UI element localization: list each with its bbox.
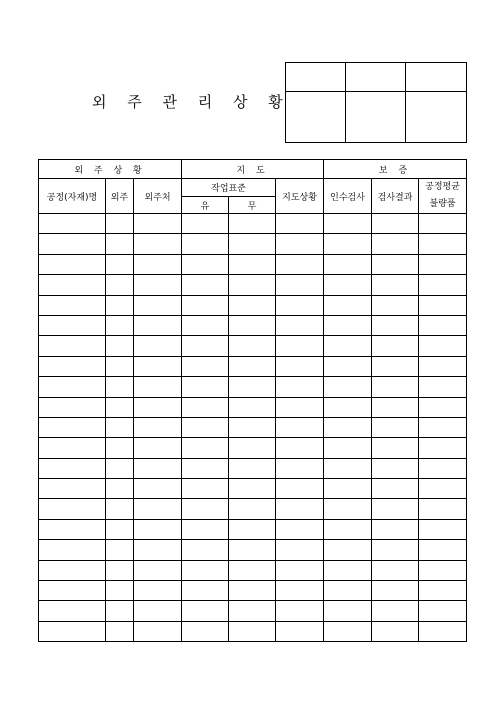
table-cell[interactable] (276, 377, 324, 397)
table-cell[interactable] (419, 499, 467, 519)
table-cell[interactable] (229, 438, 276, 458)
table-cell[interactable] (39, 458, 106, 478)
table-cell[interactable] (182, 377, 229, 397)
table-cell[interactable] (182, 581, 229, 601)
table-cell[interactable] (324, 581, 372, 601)
table-cell[interactable] (276, 356, 324, 376)
table-cell[interactable] (324, 295, 372, 315)
table-cell[interactable] (324, 417, 372, 437)
table-cell[interactable] (134, 479, 182, 499)
table-cell[interactable] (324, 254, 372, 274)
table-cell[interactable] (324, 214, 372, 234)
table-cell[interactable] (372, 356, 419, 376)
table-cell[interactable] (419, 315, 467, 335)
table-cell[interactable] (229, 458, 276, 478)
header-outsource: 외주 (106, 179, 134, 214)
table-cell[interactable] (39, 214, 106, 234)
table-cell[interactable] (276, 295, 324, 315)
table-cell[interactable] (324, 621, 372, 641)
table-row (39, 581, 467, 601)
table-cell[interactable] (182, 560, 229, 580)
table-cell[interactable] (276, 540, 324, 560)
table-cell[interactable] (182, 397, 229, 417)
table-cell[interactable] (419, 377, 467, 397)
table-cell[interactable] (276, 275, 324, 295)
table-cell[interactable] (419, 234, 467, 254)
table-cell[interactable] (229, 499, 276, 519)
header-acceptance-inspection: 인수검사 (324, 179, 372, 214)
table-cell[interactable] (276, 254, 324, 274)
table-cell[interactable] (276, 397, 324, 417)
table-cell[interactable] (419, 519, 467, 539)
table-cell[interactable] (419, 458, 467, 478)
table-cell[interactable] (39, 499, 106, 519)
table-cell[interactable] (182, 234, 229, 254)
table-cell[interactable] (182, 356, 229, 376)
table-cell[interactable] (229, 234, 276, 254)
table-cell[interactable] (276, 315, 324, 335)
table-cell[interactable] (134, 560, 182, 580)
table-cell[interactable] (372, 540, 419, 560)
table-cell[interactable] (39, 560, 106, 580)
table-cell[interactable] (106, 499, 134, 519)
table-cell[interactable] (372, 214, 419, 234)
document-title: 외 주 관 리 상 황 (92, 93, 291, 111)
table-cell[interactable] (106, 295, 134, 315)
header-work-standard: 작업표준 (182, 179, 276, 197)
table-cell[interactable] (419, 438, 467, 458)
table-cell[interactable] (276, 417, 324, 437)
table-cell[interactable] (106, 275, 134, 295)
table-cell[interactable] (419, 540, 467, 560)
group-header-guidance: 지 도 (182, 160, 324, 179)
table-cell[interactable] (106, 234, 134, 254)
table-cell[interactable] (372, 601, 419, 621)
table-row (39, 601, 467, 621)
table-cell[interactable] (106, 356, 134, 376)
table-cell[interactable] (276, 336, 324, 356)
table-cell[interactable] (106, 479, 134, 499)
table-cell[interactable] (276, 479, 324, 499)
table-cell[interactable] (39, 275, 106, 295)
table-row (39, 254, 467, 274)
header-process-name: 공정(자재)명 (39, 179, 106, 214)
table-cell[interactable] (182, 601, 229, 621)
table-cell[interactable] (39, 234, 106, 254)
table-cell[interactable] (229, 254, 276, 274)
header-process-average-line1: 공정평균 (425, 182, 460, 192)
table-row (39, 336, 467, 356)
table-cell[interactable] (106, 601, 134, 621)
table-cell[interactable] (419, 254, 467, 274)
header-guidance-status: 지도상황 (276, 179, 324, 214)
table-cell[interactable] (134, 234, 182, 254)
table-cell[interactable] (134, 519, 182, 539)
table-cell[interactable] (372, 458, 419, 478)
table-cell[interactable] (229, 479, 276, 499)
table-cell[interactable] (229, 295, 276, 315)
table-cell[interactable] (182, 499, 229, 519)
table-row (39, 275, 467, 295)
table-cell[interactable] (324, 275, 372, 295)
table-cell[interactable] (182, 315, 229, 335)
table-cell[interactable] (229, 275, 276, 295)
table-cell[interactable] (229, 581, 276, 601)
table-row (39, 560, 467, 580)
table-cell[interactable] (372, 254, 419, 274)
table-cell[interactable] (372, 417, 419, 437)
header-work-standard-no: 무 (229, 197, 276, 214)
table-cell[interactable] (419, 295, 467, 315)
table-cell[interactable] (324, 519, 372, 539)
table-cell[interactable] (134, 336, 182, 356)
table-cell[interactable] (324, 377, 372, 397)
table-cell[interactable] (419, 560, 467, 580)
table-cell[interactable] (372, 479, 419, 499)
table-cell[interactable] (419, 417, 467, 437)
group-header-outsourcing: 외 주 상 황 (39, 160, 182, 179)
table-row (39, 377, 467, 397)
group-header-warranty: 보 증 (324, 160, 467, 179)
table-cell[interactable] (182, 295, 229, 315)
table-cell[interactable] (372, 377, 419, 397)
table-cell[interactable] (182, 254, 229, 274)
table-cell[interactable] (419, 336, 467, 356)
table-row (39, 356, 467, 376)
table-cell[interactable] (229, 621, 276, 641)
table-row (39, 397, 467, 417)
table-cell[interactable] (134, 438, 182, 458)
table-cell[interactable] (39, 254, 106, 274)
table-cell[interactable] (276, 519, 324, 539)
table-cell[interactable] (182, 214, 229, 234)
table-cell[interactable] (134, 356, 182, 376)
table-cell[interactable] (276, 214, 324, 234)
table-cell[interactable] (419, 581, 467, 601)
table-row (39, 621, 467, 641)
header-process-average-line2: 불량품 (429, 199, 456, 209)
table-cell[interactable] (324, 336, 372, 356)
table-row (39, 540, 467, 560)
table-cell[interactable] (39, 621, 106, 641)
table-cell[interactable] (324, 315, 372, 335)
table-cell[interactable] (106, 621, 134, 641)
approval-cell (346, 63, 406, 92)
table-cell[interactable] (134, 458, 182, 478)
approval-cell (346, 92, 406, 143)
table-cell[interactable] (372, 397, 419, 417)
table-cell[interactable] (106, 581, 134, 601)
table-cell[interactable] (134, 295, 182, 315)
table-cell[interactable] (229, 214, 276, 234)
table-cell[interactable] (39, 601, 106, 621)
table-cell[interactable] (372, 295, 419, 315)
table-cell[interactable] (39, 315, 106, 335)
table-cell[interactable] (372, 438, 419, 458)
table-cell[interactable] (276, 581, 324, 601)
table-cell[interactable] (229, 336, 276, 356)
table-cell[interactable] (39, 519, 106, 539)
table-cell[interactable] (372, 499, 419, 519)
table-cell[interactable] (324, 560, 372, 580)
table-cell[interactable] (324, 601, 372, 621)
table-cell[interactable] (229, 397, 276, 417)
table-cell[interactable] (106, 540, 134, 560)
table-cell[interactable] (419, 356, 467, 376)
table-cell[interactable] (372, 315, 419, 335)
table-cell[interactable] (182, 336, 229, 356)
table-cell[interactable] (276, 458, 324, 478)
table-row (39, 295, 467, 315)
table-cell[interactable] (106, 458, 134, 478)
table-row (39, 214, 467, 234)
table-cell[interactable] (276, 560, 324, 580)
table-cell[interactable] (372, 560, 419, 580)
header-outsource-to: 외주처 (134, 179, 182, 214)
table-cell[interactable] (182, 621, 229, 641)
approval-cell (286, 63, 346, 92)
table-cell[interactable] (372, 336, 419, 356)
table-cell[interactable] (39, 417, 106, 437)
table-cell[interactable] (324, 438, 372, 458)
table-cell[interactable] (372, 519, 419, 539)
table-cell[interactable] (134, 621, 182, 641)
table-cell[interactable] (419, 601, 467, 621)
table-cell[interactable] (39, 438, 106, 458)
table-cell[interactable] (182, 479, 229, 499)
table-cell[interactable] (229, 560, 276, 580)
approval-box (285, 62, 467, 143)
table-cell[interactable] (229, 315, 276, 335)
table-cell[interactable] (106, 438, 134, 458)
table-cell[interactable] (229, 540, 276, 560)
table-cell[interactable] (372, 581, 419, 601)
outsourcing-table (38, 159, 467, 642)
table-cell[interactable] (134, 499, 182, 519)
approval-cell (406, 92, 467, 143)
table-cell[interactable] (39, 581, 106, 601)
table-cell[interactable] (182, 275, 229, 295)
table-cell[interactable] (276, 234, 324, 254)
table-cell[interactable] (372, 275, 419, 295)
table-cell[interactable] (106, 560, 134, 580)
table-cell[interactable] (276, 499, 324, 519)
table-cell[interactable] (182, 458, 229, 478)
table-body (39, 214, 467, 642)
table-cell[interactable] (229, 601, 276, 621)
table-cell[interactable] (39, 540, 106, 560)
approval-cell (286, 92, 346, 143)
table-cell[interactable] (419, 275, 467, 295)
table-row (39, 234, 467, 254)
table-cell[interactable] (134, 214, 182, 234)
table-cell[interactable] (39, 336, 106, 356)
table-cell[interactable] (39, 295, 106, 315)
table-cell[interactable] (182, 540, 229, 560)
table-cell[interactable] (39, 377, 106, 397)
approval-cell (406, 63, 467, 92)
table-cell[interactable] (229, 377, 276, 397)
table-cell[interactable] (276, 438, 324, 458)
table-cell[interactable] (372, 621, 419, 641)
table-cell[interactable] (419, 214, 467, 234)
header-process-average (419, 179, 467, 214)
table-cell[interactable] (106, 519, 134, 539)
table-cell[interactable] (229, 417, 276, 437)
table-cell[interactable] (324, 234, 372, 254)
table-cell[interactable] (324, 397, 372, 417)
table-cell[interactable] (324, 356, 372, 376)
table-row (39, 315, 467, 335)
header-work-standard-yes: 유 (182, 197, 229, 214)
table-cell[interactable] (276, 601, 324, 621)
table-cell[interactable] (324, 540, 372, 560)
table-cell[interactable] (134, 315, 182, 335)
table-row (39, 519, 467, 539)
table-cell[interactable] (106, 315, 134, 335)
table-cell[interactable] (419, 397, 467, 417)
table-cell[interactable] (276, 621, 324, 641)
table-cell[interactable] (419, 479, 467, 499)
table-cell[interactable] (39, 356, 106, 376)
table-cell[interactable] (39, 397, 106, 417)
table-cell[interactable] (229, 519, 276, 539)
table-cell[interactable] (182, 519, 229, 539)
table-cell[interactable] (229, 356, 276, 376)
table-cell[interactable] (134, 581, 182, 601)
table-row (39, 458, 467, 478)
table-cell[interactable] (39, 479, 106, 499)
table-cell[interactable] (324, 479, 372, 499)
table-cell[interactable] (134, 540, 182, 560)
table-cell[interactable] (134, 397, 182, 417)
table-cell[interactable] (134, 275, 182, 295)
table-row (39, 438, 467, 458)
table-cell[interactable] (106, 417, 134, 437)
table-cell[interactable] (134, 601, 182, 621)
table-row (39, 417, 467, 437)
table-row (39, 479, 467, 499)
table-cell[interactable] (106, 336, 134, 356)
table-cell[interactable] (106, 214, 134, 234)
table-cell[interactable] (419, 621, 467, 641)
table-cell[interactable] (106, 397, 134, 417)
table-cell[interactable] (182, 438, 229, 458)
table-cell[interactable] (372, 234, 419, 254)
table-cell[interactable] (324, 499, 372, 519)
header-inspection-result: 검사결과 (372, 179, 419, 214)
table-cell[interactable] (106, 254, 134, 274)
table-row (39, 499, 467, 519)
table-cell[interactable] (324, 458, 372, 478)
table-cell[interactable] (134, 377, 182, 397)
table-cell[interactable] (134, 417, 182, 437)
table-cell[interactable] (134, 254, 182, 274)
table-cell[interactable] (182, 417, 229, 437)
table-cell[interactable] (106, 377, 134, 397)
